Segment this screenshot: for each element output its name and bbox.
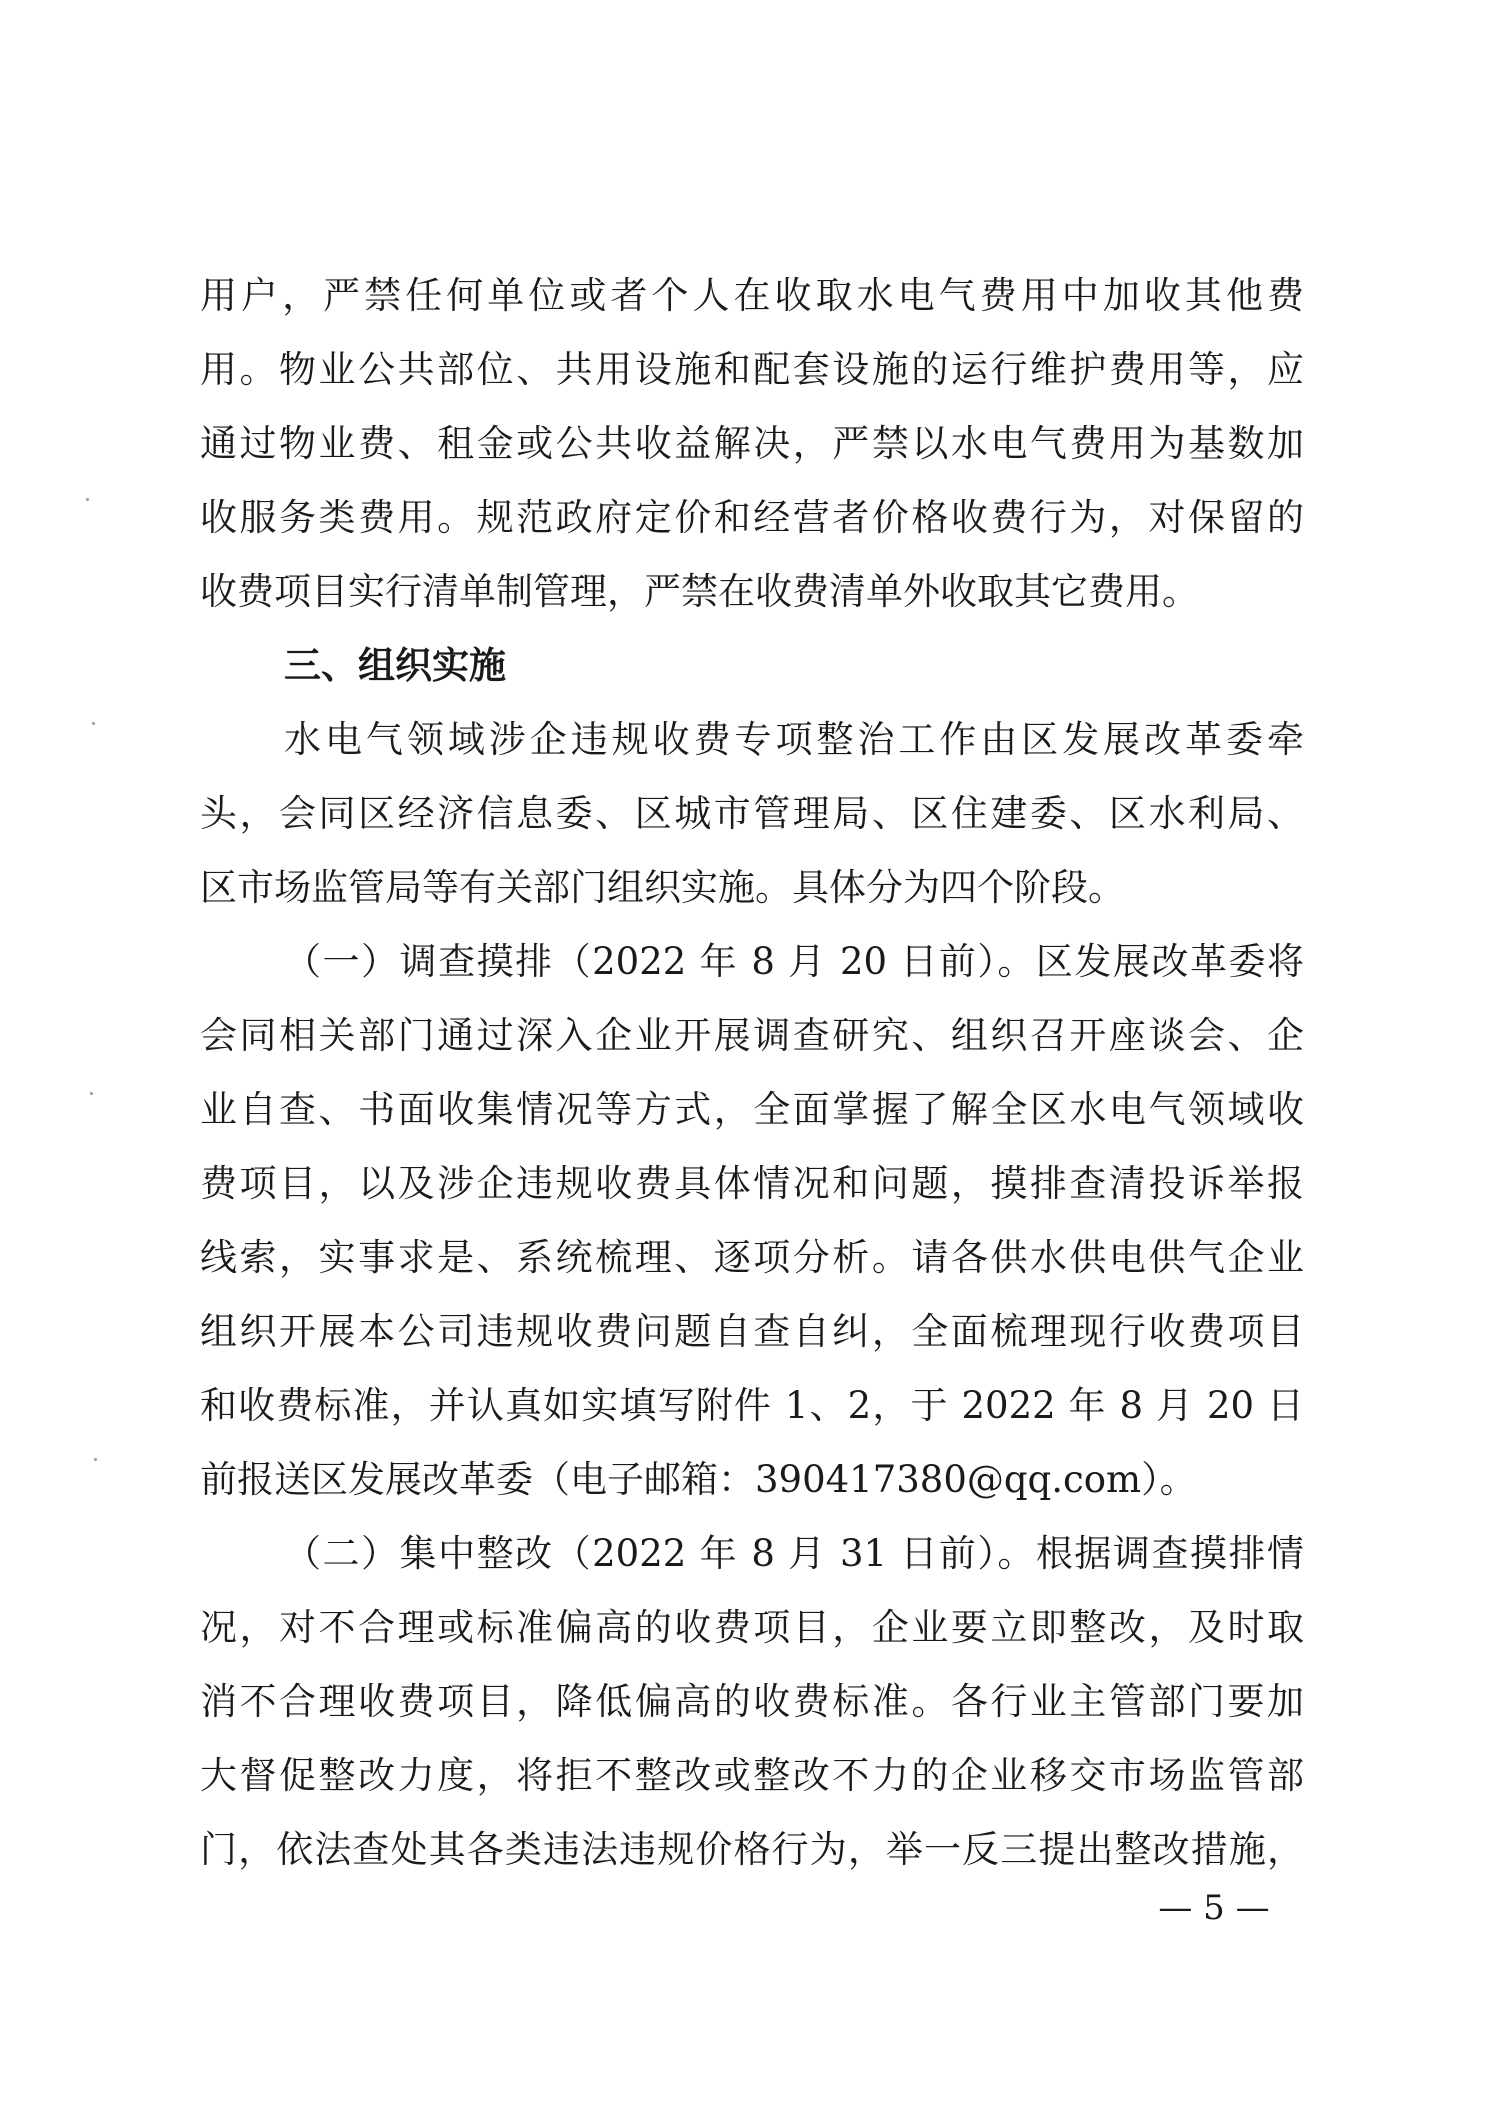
paragraph-line-17: （二）集中整改（2022 年 8 月 31 日前）。根据调查摸排情 <box>284 1532 1304 1575</box>
page-number: — 5 — <box>1158 1888 1270 1928</box>
paragraph-line-16: 前报送区发展改革委（电子邮箱：390417380@qq.com）。 <box>200 1458 1197 1501</box>
paragraph-line-9: （一）调查摸排（2022 年 8 月 20 日前）。区发展改革委将 <box>284 940 1304 983</box>
paragraph-line-8: 区市场监管局等有关部门组织实施。具体分为四个阶段。 <box>200 866 1125 909</box>
paragraph-line-21: 门，依法查处其各类违法违规价格行为，举一反三提出整改措施， <box>200 1828 1304 1871</box>
scan-speck <box>92 722 95 725</box>
paragraph-line-19: 消不合理收费项目，降低偏高的收费标准。各行业主管部门要加 <box>200 1680 1304 1723</box>
paragraph-line-4: 收服务类费用。规范政府定价和经营者价格收费行为，对保留的 <box>200 496 1304 539</box>
paragraph-line-1: 用户，严禁任何单位或者个人在收取水电气费用中加收其他费 <box>200 274 1304 317</box>
paragraph-line-18: 况，对不合理或标准偏高的收费项目，企业要立即整改，及时取 <box>200 1606 1304 1649</box>
paragraph-line-15: 和收费标准，并认真如实填写附件 1、2，于 2022 年 8 月 20 日 <box>200 1384 1304 1427</box>
paragraph-line-3: 通过物业费、租金或公共收益解决，严禁以水电气费用为基数加 <box>200 422 1304 465</box>
paragraph-line-13: 线索，实事求是、系统梳理、逐项分析。请各供水供电供气企业 <box>200 1236 1304 1279</box>
paragraph-line-20: 大督促整改力度，将拒不整改或整改不力的企业移交市场监管部 <box>200 1754 1304 1797</box>
scan-speck <box>90 1092 93 1095</box>
scan-speck <box>86 498 89 501</box>
paragraph-line-12: 费项目，以及涉企违规收费具体情况和问题，摸排查清投诉举报 <box>200 1162 1304 1205</box>
scan-speck <box>94 1458 97 1461</box>
paragraph-line-10: 会同相关部门通过深入企业开展调查研究、组织召开座谈会、企 <box>200 1014 1304 1057</box>
paragraph-line-7: 头，会同区经济信息委、区城市管理局、区住建委、区水利局、 <box>200 792 1304 835</box>
paragraph-line-14: 组织开展本公司违规收费问题自查自纠，全面梳理现行收费项目 <box>200 1310 1304 1353</box>
paragraph-line-2: 用。物业公共部位、共用设施和配套设施的运行维护费用等，应 <box>200 348 1304 391</box>
paragraph-line-5: 收费项目实行清单制管理，严禁在收费清单外收取其它费用。 <box>200 570 1199 613</box>
section-heading: 三、组织实施 <box>284 644 506 687</box>
paragraph-line-6: 水电气领域涉企违规收费专项整治工作由区发展改革委牵 <box>284 718 1304 761</box>
paragraph-line-11: 业自查、书面收集情况等方式，全面掌握了解全区水电气领域收 <box>200 1088 1304 1131</box>
